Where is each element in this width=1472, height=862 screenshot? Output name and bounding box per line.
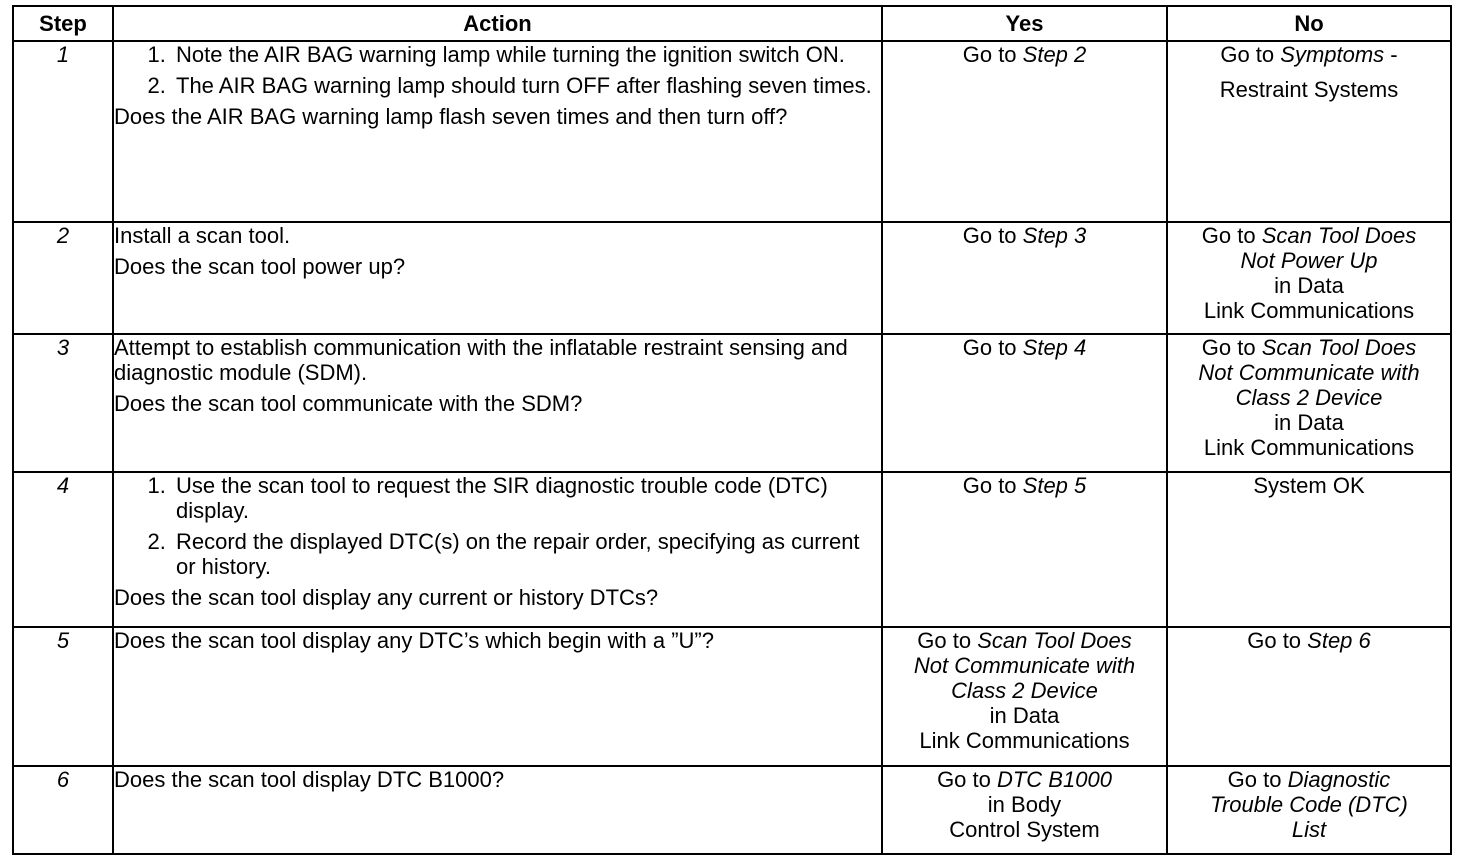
- no-tail: Link Communications: [1203, 298, 1415, 323]
- no-link[interactable]: Scan Tool Does: [1261, 223, 1417, 248]
- yes-prefix: Go to: [917, 628, 978, 653]
- no-step-link[interactable]: Step 6: [1307, 628, 1371, 653]
- no-in: in Data: [1274, 410, 1344, 435]
- step-number: 4: [13, 472, 113, 627]
- no-link-cont[interactable]: Not Communicate with: [1198, 360, 1420, 385]
- yes-cell: [882, 222, 1167, 334]
- diagnostic-table: [12, 5, 1452, 855]
- no-link-cont[interactable]: Class 2 Device: [1235, 385, 1383, 410]
- step-number: 3: [13, 334, 113, 472]
- header-step: Step: [13, 6, 113, 41]
- no-cell: [1167, 766, 1451, 854]
- no-link[interactable]: Scan Tool Does: [1261, 335, 1417, 360]
- no-tail: Link Communications: [1203, 435, 1415, 460]
- action-instruction: Attempt to establish communication with the inflatable restraint sensing and diagnostic module (SDM).: [114, 335, 848, 385]
- action-item: 1. Note the AIR BAG warning lamp while turning the ignition switch ON.: [172, 42, 881, 67]
- action-item: 1. Use the scan tool to request the SIR diagnostic trouble code (DTC) display.: [172, 473, 881, 523]
- action-question: Does the scan tool display DTC B1000?: [114, 767, 505, 792]
- step-number: 1: [13, 41, 113, 222]
- action-cell: [113, 627, 882, 766]
- action-item: 2. Record the displayed DTC(s) on the repair order, specifying as current or history.: [172, 529, 881, 579]
- no-cell: [1167, 334, 1451, 472]
- yes-prefix: Go to: [962, 223, 1023, 248]
- yes-link-cont[interactable]: Class 2 Device: [951, 678, 1098, 703]
- yes-link-cont[interactable]: Not Communicate with: [913, 653, 1136, 678]
- action-question: Does the scan tool display any DTC’s which begin with a ”U”?: [114, 628, 714, 653]
- header-yes: Yes: [882, 6, 1167, 41]
- no-link[interactable]: Diagnostic: [1287, 767, 1391, 792]
- no-prefix: Go to: [1201, 335, 1262, 360]
- no-text: System OK: [1253, 473, 1365, 498]
- yes-in: in Data: [989, 703, 1060, 728]
- table-row: [13, 766, 1451, 854]
- yes-cell: [882, 627, 1167, 766]
- step-number: 6: [13, 766, 113, 854]
- no-cell: [1167, 41, 1451, 222]
- action-question: Does the AIR BAG warning lamp flash seven times and then turn off?: [114, 104, 788, 129]
- yes-step-link[interactable]: Step 2: [1022, 42, 1087, 67]
- no-cell: [1167, 472, 1451, 627]
- header-no: No: [1167, 6, 1451, 41]
- yes-dtc-link[interactable]: DTC B1000: [996, 767, 1112, 792]
- action-list: [114, 473, 881, 579]
- no-link-cont[interactable]: Trouble Code (DTC): [1210, 792, 1408, 817]
- yes-in: in Body: [987, 792, 1062, 817]
- yes-tail: Control System: [949, 817, 1100, 842]
- table-row: [13, 222, 1451, 334]
- yes-step-link[interactable]: Step 5: [1022, 473, 1087, 498]
- yes-prefix: Go to: [962, 335, 1023, 360]
- header-action: Action: [113, 6, 882, 41]
- yes-prefix: Go to: [937, 767, 997, 792]
- yes-prefix: Go to: [962, 42, 1023, 67]
- no-symptoms-link[interactable]: Symptoms: [1280, 42, 1385, 67]
- action-cell: [113, 472, 882, 627]
- yes-step-link[interactable]: Step 3: [1022, 223, 1087, 248]
- step-number: 2: [13, 222, 113, 334]
- action-question: Does the scan tool display any current or history DTCs?: [114, 585, 659, 610]
- action-question: Does the scan tool communicate with the SDM?: [114, 391, 583, 416]
- no-suffix: Restraint Systems: [1219, 77, 1399, 102]
- yes-cell: [882, 41, 1167, 222]
- table-row: [13, 472, 1451, 627]
- action-cell: [113, 766, 882, 854]
- yes-step-link[interactable]: Step 4: [1022, 335, 1087, 360]
- action-question: Does the scan tool power up?: [114, 254, 406, 279]
- no-link-cont[interactable]: List: [1291, 817, 1327, 842]
- no-dash: -: [1384, 42, 1398, 67]
- action-cell: [113, 334, 882, 472]
- action-cell: [113, 41, 882, 222]
- no-cell: [1167, 222, 1451, 334]
- no-prefix: Go to: [1227, 767, 1288, 792]
- yes-cell: [882, 472, 1167, 627]
- table-row: [13, 41, 1451, 222]
- header-row: [13, 6, 1451, 41]
- no-prefix: Go to: [1201, 223, 1262, 248]
- yes-cell: [882, 766, 1167, 854]
- no-in: in Data: [1274, 273, 1344, 298]
- table-row: [13, 334, 1451, 472]
- yes-tail: Link Communications: [919, 728, 1130, 753]
- action-list: [114, 42, 881, 98]
- step-number: 5: [13, 627, 113, 766]
- action-cell: [113, 222, 882, 334]
- action-item: 2. The AIR BAG warning lamp should turn OFF after flashing seven times.: [172, 73, 881, 98]
- no-prefix: Go to: [1247, 628, 1308, 653]
- no-prefix: Go to: [1220, 42, 1281, 67]
- action-instruction: Install a scan tool.: [114, 223, 291, 248]
- no-link-cont[interactable]: Not Power Up: [1240, 248, 1378, 273]
- table-row: [13, 627, 1451, 766]
- yes-cell: [882, 334, 1167, 472]
- no-cell: [1167, 627, 1451, 766]
- yes-link[interactable]: Scan Tool Does: [977, 628, 1132, 653]
- yes-prefix: Go to: [962, 473, 1023, 498]
